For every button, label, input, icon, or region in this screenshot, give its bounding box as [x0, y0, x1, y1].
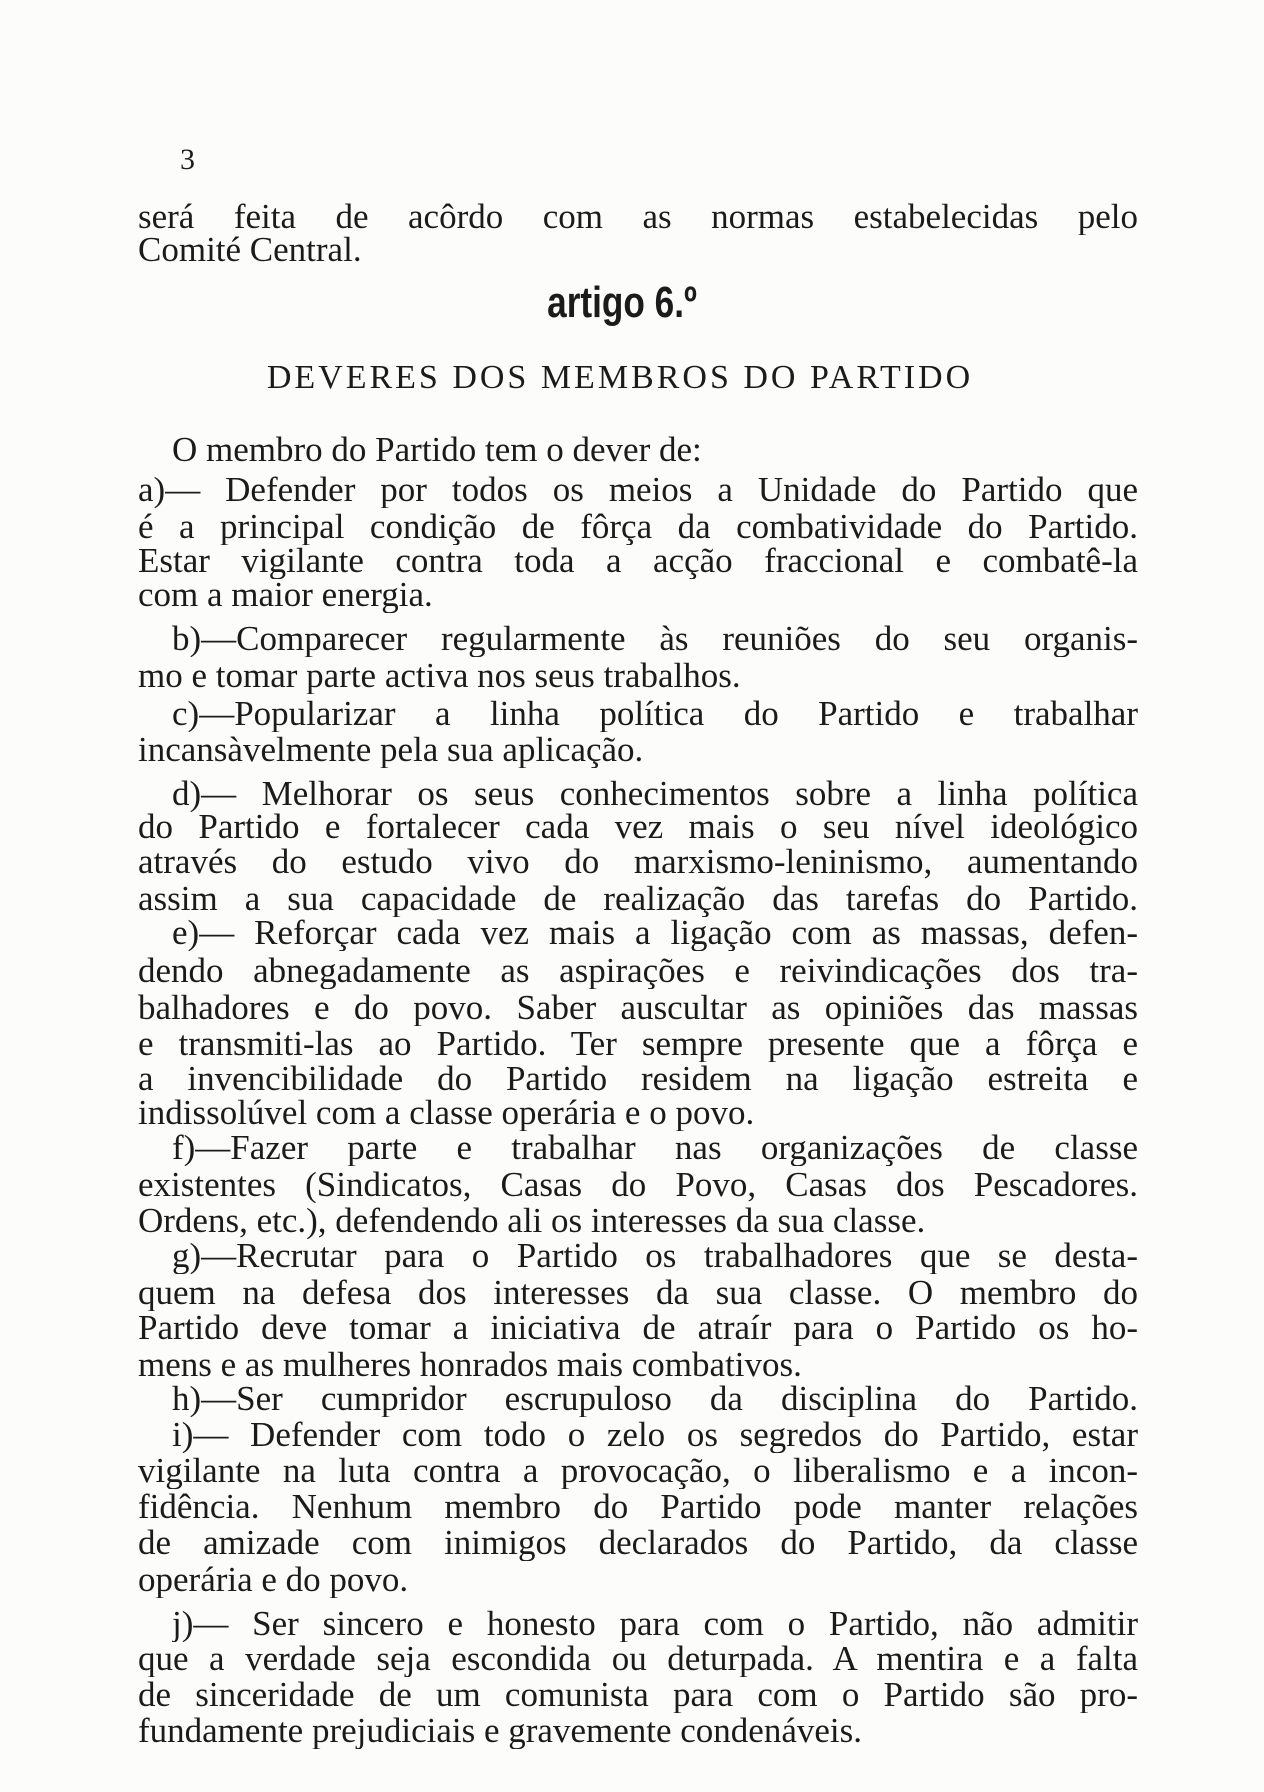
- item-b-line: mo e tomar parte activa nos seus trabalhos.: [138, 658, 741, 694]
- item-d-line: assim a sua capacidade de realização das tarefas do Partido.: [138, 881, 1138, 917]
- item-i-line: operária e do povo.: [138, 1562, 409, 1598]
- item-j-line: de sinceridade de um comunista para com o Partido são pro-: [138, 1677, 1138, 1713]
- item-e-line: dendo abnegadamente as aspirações e reivindicações dos tra-: [138, 953, 1138, 989]
- item-f-line: f)—Fazer parte e trabalhar nas organizações de classe: [172, 1130, 1138, 1166]
- item-g-line: g)—Recrutar para o Partido os trabalhadores que se desta-: [172, 1238, 1138, 1274]
- item-c-line: incansàvelmente pela sua aplicação.: [138, 732, 644, 768]
- item-a-line: a)— Defender por todos os meios a Unidade do Partido que: [138, 472, 1138, 508]
- item-f-line: Ordens, etc.), defendendo ali os interesses da sua classe.: [138, 1203, 926, 1239]
- item-c-line: c)—Popularizar a linha política do Partido e trabalhar: [172, 696, 1138, 732]
- item-d-line: através do estudo vivo do marxismo-leninismo, aumentando: [138, 844, 1138, 880]
- item-d-line: do Partido e fortalecer cada vez mais o seu nível ideológico: [138, 809, 1138, 845]
- item-e-line: indissolúvel com a classe operária e o povo.: [138, 1095, 755, 1131]
- item-a-line: é a principal condição de fôrça da combatividade do Partido.: [138, 509, 1138, 545]
- item-a-line: com a maior energia.: [138, 577, 433, 613]
- item-e-line: e)— Reforçar cada vez mais a ligação com as massas, defen-: [172, 915, 1138, 951]
- item-j-line: que a verdade seja escondida ou deturpada. A mentira e a falta: [138, 1641, 1138, 1677]
- item-e-line: a invencibilidade do Partido residem na ligação estreita e: [138, 1061, 1138, 1097]
- item-d-line: d)— Melhorar os seus conhecimentos sobre a linha política: [172, 776, 1138, 812]
- continuation-line: será feita de acôrdo com as normas estabelecidas pelo: [138, 199, 1138, 235]
- item-i-line: vigilante na luta contra a provocação, o liberalismo e a incon-: [138, 1453, 1138, 1489]
- item-h-line: h)—Ser cumpridor escrupuloso da disciplina do Partido.: [172, 1381, 1138, 1417]
- section-title: DEVERES DOS MEMBROS DO PARTIDO: [266, 359, 974, 396]
- intro-line: O membro do Partido tem o dever de:: [172, 432, 702, 468]
- item-b-line: b)—Comparecer regularmente às reuniões do seu organis-: [172, 621, 1138, 657]
- continuation-line: Comité Central.: [138, 232, 362, 268]
- item-j-line: j)— Ser sincero e honesto para com o Partido, não admitir: [172, 1606, 1138, 1642]
- item-j-line: fundamente prejudiciais e gravemente condenáveis.: [138, 1713, 862, 1749]
- item-g-line: Partido deve tomar a iniciativa de atraír para o Partido os ho-: [138, 1310, 1138, 1346]
- article-heading: artigo 6.º: [547, 278, 697, 327]
- item-f-line: existentes (Sindicatos, Casas do Povo, Casas dos Pescadores.: [138, 1167, 1138, 1203]
- page-number: 3: [180, 143, 195, 176]
- item-e-line: e transmiti-las ao Partido. Ter sempre presente que a fôrça e: [138, 1026, 1138, 1062]
- item-e-line: balhadores e do povo. Saber auscultar as opiniões das massas: [138, 990, 1138, 1026]
- item-g-line: quem na defesa dos interesses da sua classe. O membro do: [138, 1275, 1138, 1311]
- item-g-line: mens e as mulheres honrados mais combativos.: [138, 1347, 802, 1383]
- item-i-line: i)— Defender com todo o zelo os segredos do Partido, estar: [172, 1417, 1138, 1453]
- item-a-line: Estar vigilante contra toda a acção fraccional e combatê-la: [138, 543, 1138, 579]
- item-i-line: fidência. Nenhum membro do Partido pode manter relações: [138, 1489, 1138, 1525]
- item-i-line: de amizade com inimigos declarados do Partido, da classe: [138, 1525, 1138, 1561]
